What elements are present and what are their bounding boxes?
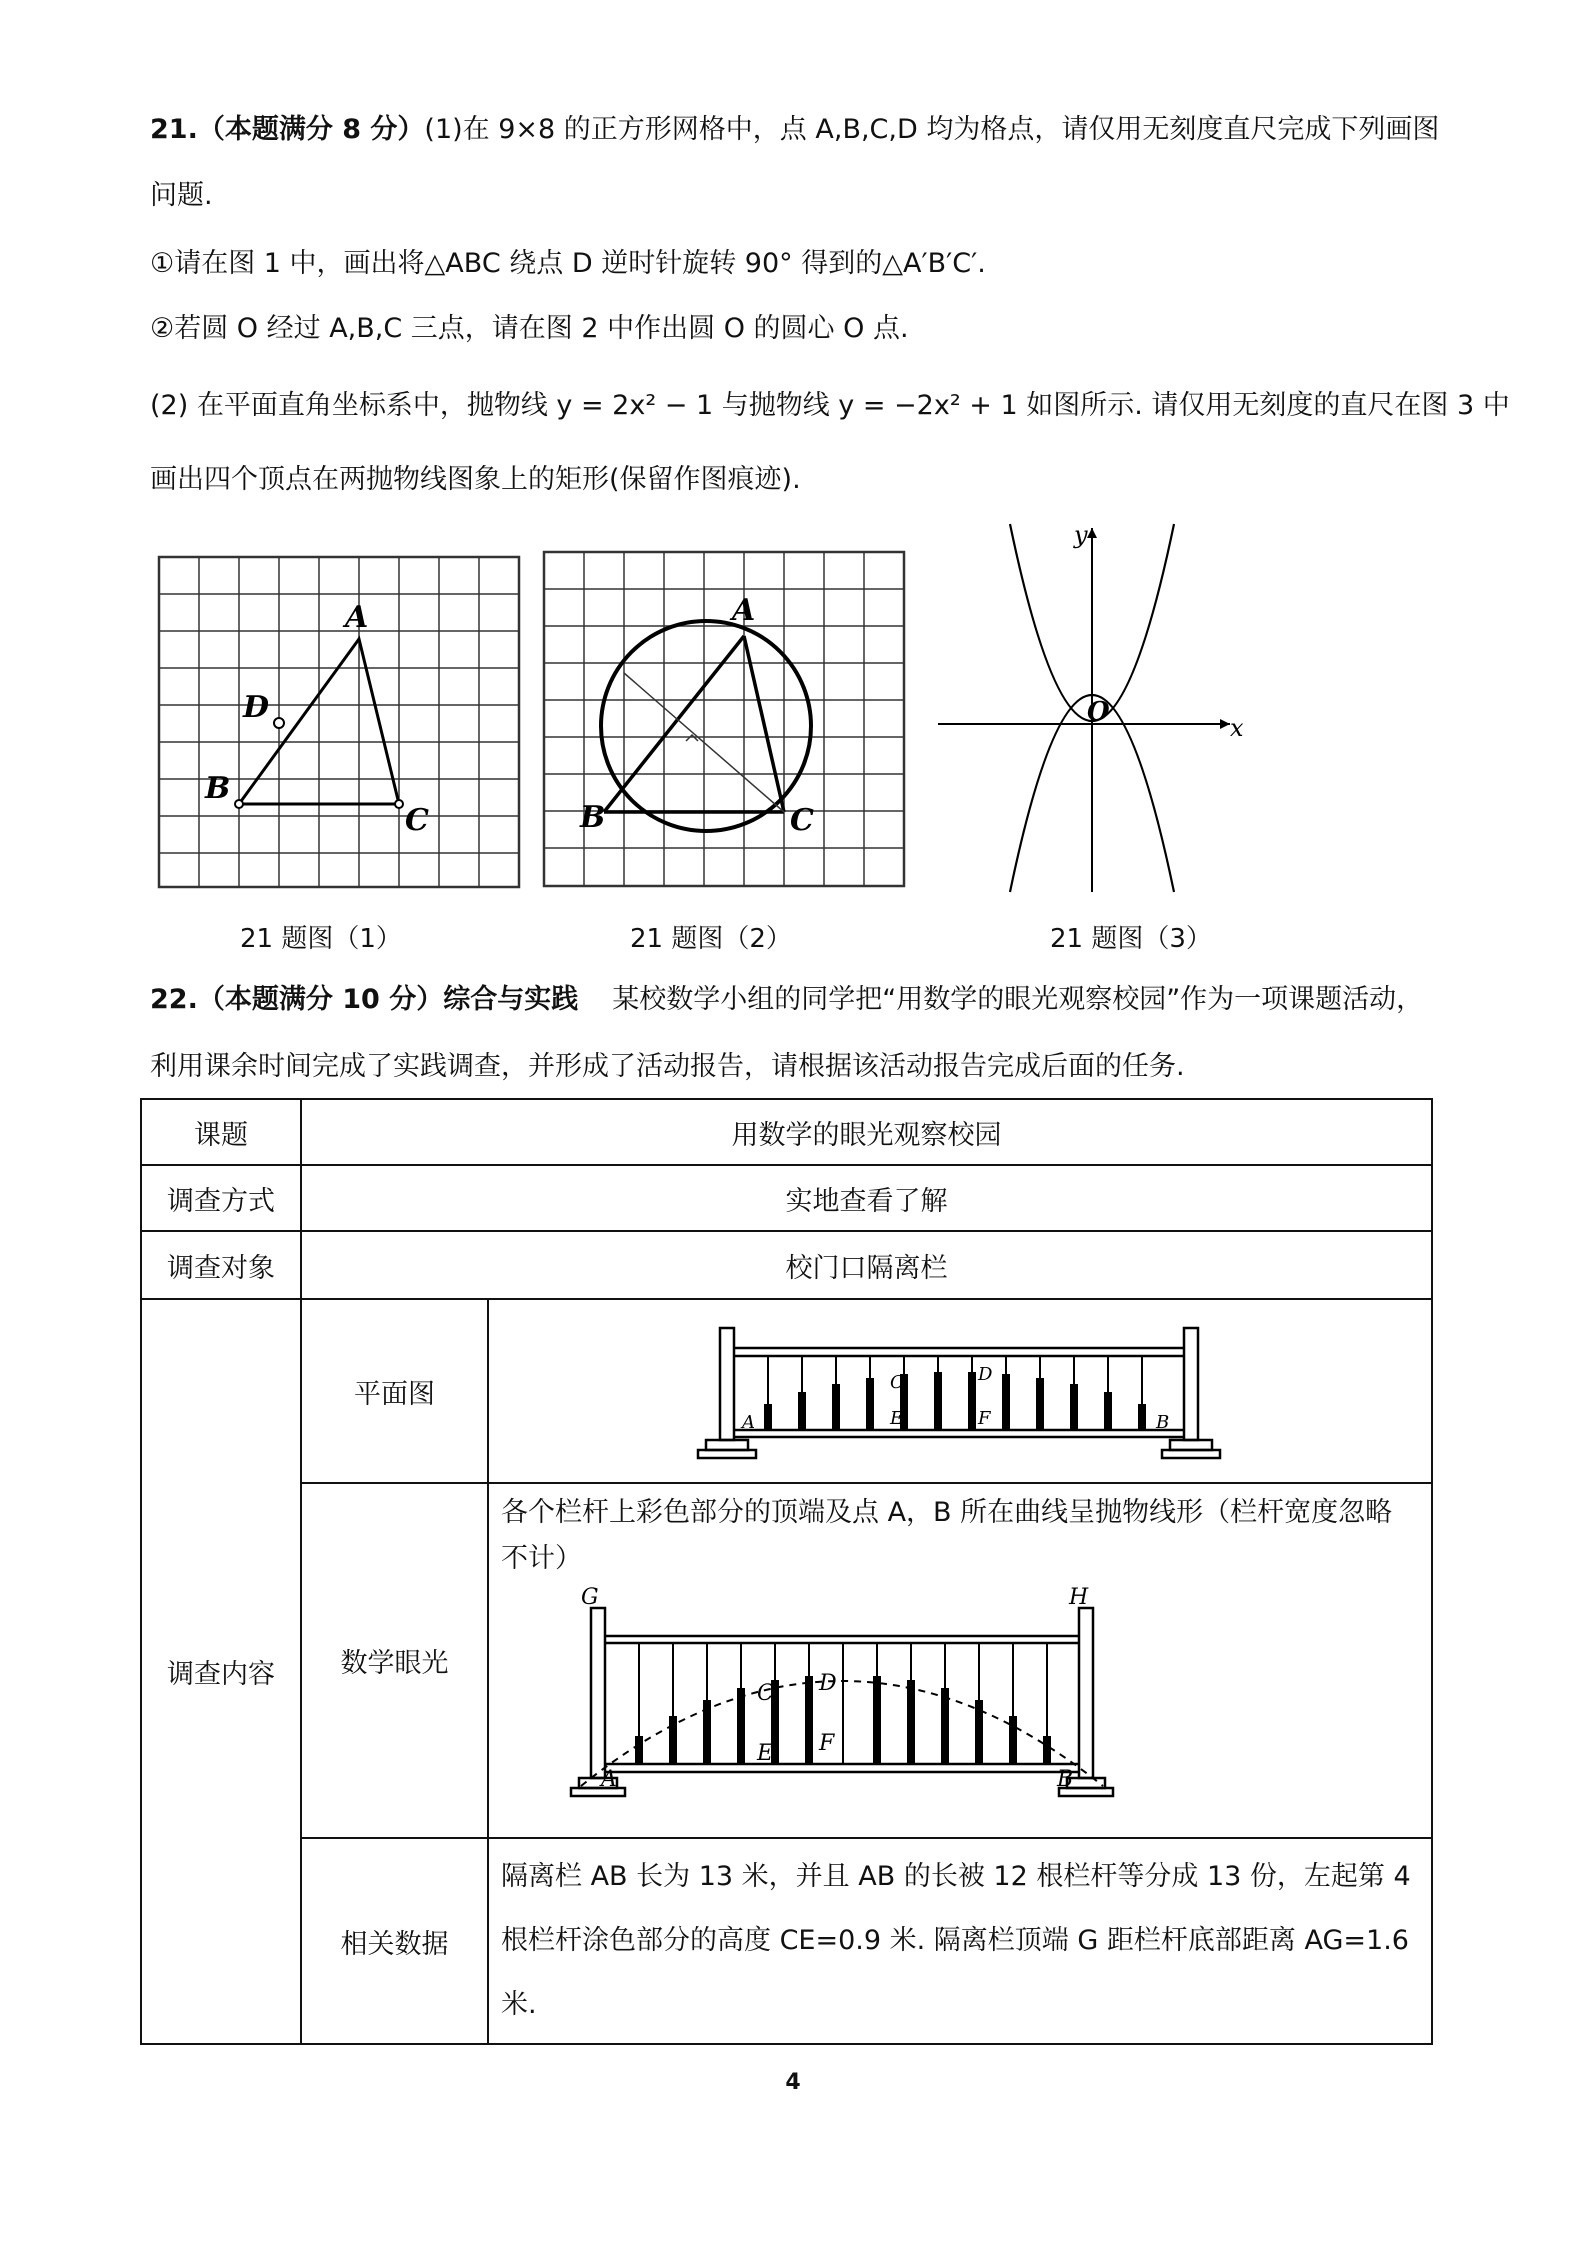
activity-report-table (140, 1098, 1433, 2045)
fig1-label-c: C (405, 803, 429, 838)
math-label-d: D (819, 1671, 837, 1696)
math-view-cell (488, 1483, 1432, 1838)
fig2-label-b: B (580, 800, 606, 835)
fig1-label-b: B (205, 771, 231, 806)
figure-2-grid (540, 548, 910, 890)
topic-value: 用数学的眼光观察校园 (301, 1099, 1432, 1165)
method-label: 调查方式 (141, 1165, 301, 1231)
q22-line1: 某校数学小组的同学把“用数学的眼光观察校园”作为一项课题活动， (612, 984, 1424, 1015)
plan-label-a: A (742, 1411, 755, 1433)
math-label: 数学眼光 (301, 1483, 488, 1838)
math-label-e: E (757, 1741, 774, 1766)
fig3-label-x: x (1230, 714, 1244, 742)
data-text: 隔离栏 AB 长为 13 米，并且 AB 的长被 12 根栏杆等分成 13 份，左起第 4 根栏杆涂色部分的高度 CE=0.9 米. 隔离栏顶端 G 距栏杆底部距离 AG=1.6 米. (488, 1838, 1432, 2044)
math-label-b: B (1057, 1767, 1074, 1792)
fig3-label-o: O (1087, 697, 1110, 727)
q21-line2: 问题. (150, 180, 213, 211)
topic-label: 课题 (141, 1099, 301, 1165)
q21-heading: 21.（本题满分 8 分） (150, 114, 425, 145)
object-value: 校门口隔离栏 (301, 1231, 1432, 1299)
q21-line6: 画出四个顶点在两抛物线图象上的矩形(保留作图痕迹). (150, 464, 801, 495)
fig3-label-y: y (1074, 521, 1088, 549)
content-label: 调查内容 (141, 1299, 301, 2044)
fig2-label-c: C (790, 803, 814, 838)
math-label-h: H (1069, 1586, 1089, 1610)
figure-3-caption: 21 题图（3） (1050, 924, 1212, 954)
data-label: 相关数据 (301, 1838, 488, 2044)
plan-label-e: E (890, 1407, 904, 1429)
plan-label: 平面图 (301, 1299, 488, 1483)
point-b-marker (235, 800, 243, 808)
math-label-a: A (601, 1767, 617, 1792)
plan-label-c: C (890, 1371, 904, 1393)
figure-3-parabolas (930, 520, 1260, 900)
page-number: 4 (785, 2070, 801, 2095)
figure-1-caption: 21 题图（1） (240, 924, 402, 954)
figure-2-caption: 21 题图（2） (630, 924, 792, 954)
fig2-label-a: A (732, 593, 756, 628)
figure-1-grid (155, 555, 525, 890)
fig1-label-a: A (345, 600, 369, 635)
fig1-label-d: D (243, 690, 270, 725)
point-c-marker (395, 800, 403, 808)
method-value: 实地查看了解 (301, 1165, 1432, 1231)
point-d-marker (274, 718, 284, 728)
math-label-g: G (581, 1586, 599, 1610)
object-label: 调查对象 (141, 1231, 301, 1299)
plan-label-f: F (978, 1407, 991, 1429)
plan-label-b: B (1156, 1411, 1170, 1433)
fence-plan-drawing (690, 1308, 1230, 1468)
plan-view-cell (488, 1299, 1432, 1483)
math-text: 各个栏杆上彩色部分的顶端及点 A，B 所在曲线呈抛物线形（栏杆宽度忽略不计） (501, 1497, 1393, 1574)
plan-label-d: D (978, 1363, 993, 1385)
math-label-f: F (819, 1731, 835, 1756)
fence-math-drawing (501, 1586, 1141, 1816)
q21-line1: (1)在 9×8 的正方形网格中，点 A,B,C,D 均为格点，请仅用无刻度直尺完成下列画图 (424, 114, 1440, 145)
q21-part2: ②若圆 O 经过 A,B,C 三点，请在图 2 中作出圆 O 的圆心 O 点. (150, 313, 909, 344)
q22-line2: 利用课余时间完成了实践调查，并形成了活动报告，请根据该活动报告完成后面的任务. (150, 1051, 1185, 1082)
q21-part1: ①请在图 1 中，画出将△ABC 绕点 D 逆时针旋转 90° 得到的△A′B′C′. (150, 248, 986, 279)
q21-part3: (2) 在平面直角坐标系中，抛物线 y = 2x² − 1 与抛物线 y = −2x² + 1 如图所示. 请仅用无刻度的直尺在图 3 中 (150, 390, 1510, 421)
q22-heading: 22.（本题满分 10 分）综合与实践 (150, 984, 579, 1015)
math-label-c: C (757, 1681, 774, 1706)
